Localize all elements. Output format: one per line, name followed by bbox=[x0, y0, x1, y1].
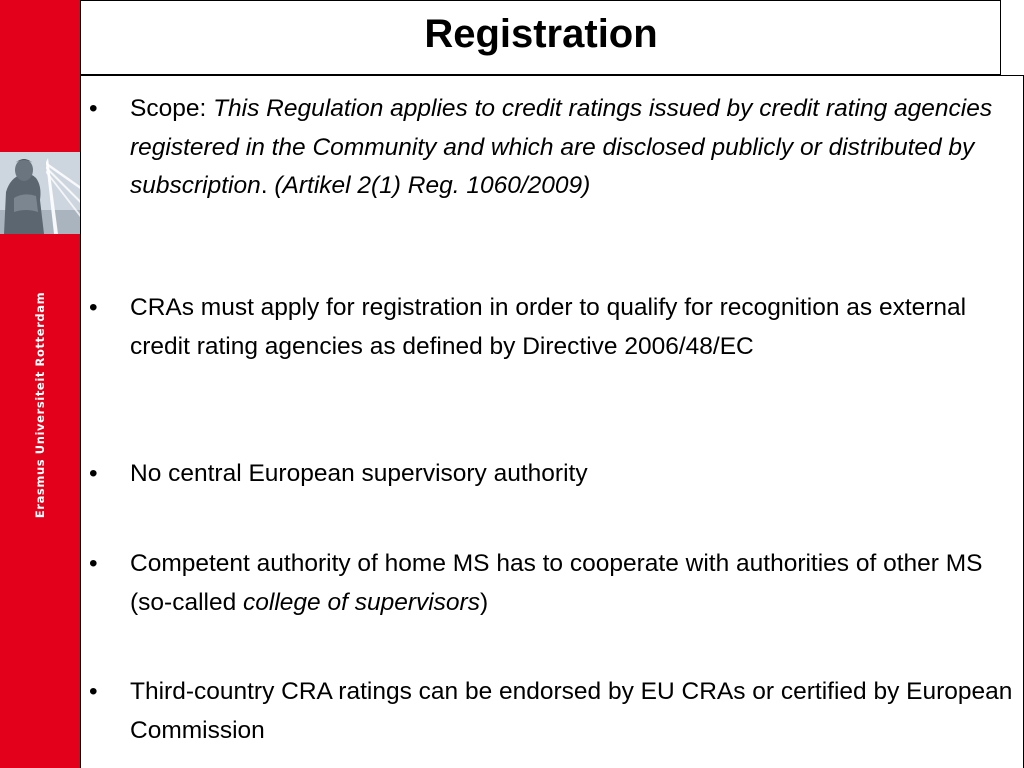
bullet-icon: • bbox=[89, 550, 98, 577]
bullet-icon: • bbox=[89, 294, 98, 321]
bullet-after: ) bbox=[479, 588, 489, 616]
content-box bbox=[80, 75, 1024, 768]
bullet-text: Third-country CRA ratings can be endorsed by EU CRAs or certified by European Commission bbox=[130, 678, 1013, 744]
bullet-citation: (Artikel 2(1) Reg. 1060/2009) bbox=[274, 172, 591, 199]
bullet-text bbox=[130, 90, 1016, 206]
bullet-emphasis: college of supervisors bbox=[243, 588, 480, 616]
bullet-text: CRAs must apply for registration in order to qualify for recognition as external credit rating agencies as defined by Directive 2006/48/EC bbox=[130, 294, 967, 360]
bullet-lead: Competent authority of home MS has to cooperate with authorities of other MS (so-called bbox=[130, 550, 983, 616]
title-box bbox=[80, 0, 1001, 75]
erasmus-statue-photo bbox=[0, 152, 80, 234]
sidebar-brand-strip bbox=[0, 0, 80, 768]
bullet-lead: Scope: bbox=[130, 95, 214, 122]
statue-image-icon bbox=[0, 152, 80, 234]
bullet-text bbox=[130, 545, 1016, 622]
bullet-after: . bbox=[260, 172, 275, 199]
bullet-emphasis: This Regulation applies to credit ratings issued by credit rating agencies registered in the Community and which are disclosed publicly or distributed by subscription bbox=[130, 95, 993, 199]
slide-title: Registration bbox=[424, 12, 658, 56]
bullet-text: No central European supervisory authority bbox=[130, 460, 588, 487]
university-wordmark-text: Erasmus Universiteit Rotterdam bbox=[33, 291, 47, 519]
bullet-icon: • bbox=[89, 460, 98, 487]
bullet-icon: • bbox=[89, 95, 98, 122]
bullet-icon: • bbox=[89, 678, 98, 705]
university-wordmark bbox=[28, 290, 52, 520]
